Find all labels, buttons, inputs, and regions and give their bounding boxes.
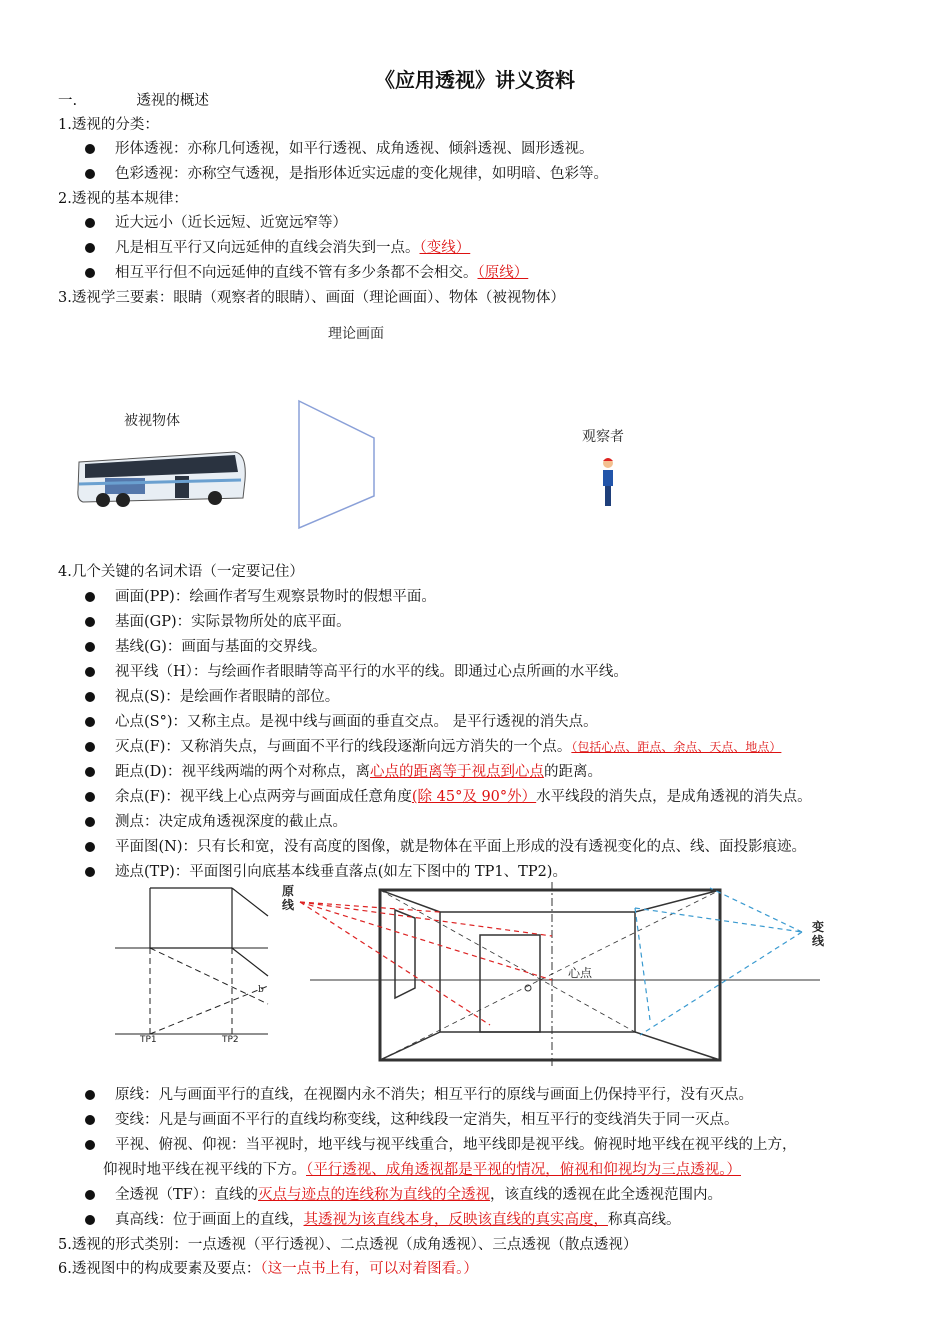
bus-icon — [75, 440, 250, 510]
bullet-icon — [85, 218, 95, 228]
bullet-icon — [85, 817, 95, 827]
bullet-icon — [85, 617, 95, 627]
bullet-icon — [85, 1140, 95, 1150]
changed-line-label: 变线 — [812, 920, 825, 948]
bullet-icon — [85, 867, 95, 877]
observer-label: 观察者 — [582, 429, 624, 445]
bullet-icon — [85, 268, 95, 278]
bullet-icon — [85, 1215, 95, 1225]
bullet-icon — [85, 742, 95, 752]
picture-plane-shape — [298, 400, 378, 530]
bullet-icon — [85, 1115, 95, 1125]
section-number: 一. — [58, 93, 78, 109]
room-perspective-diagram — [280, 880, 840, 1070]
bullet-icon — [85, 1090, 95, 1100]
center-point-label: 心点 — [568, 966, 593, 980]
bullet-icon — [85, 767, 95, 777]
bullet-icon — [85, 642, 95, 652]
subsection-5: 5.透视的形式类别：一点透视（平行透视）、二点透视（成角透视）、三点透视（散点透视） — [58, 1237, 638, 1253]
observer-figure-icon — [600, 456, 616, 508]
bullet-icon — [85, 592, 95, 602]
b-label: b — [258, 985, 264, 995]
page-title: 《应用透视》讲义资料 — [375, 68, 575, 92]
subsection-2: 2.透视的基本规律： — [58, 191, 188, 207]
section-title: 透视的概述 — [136, 93, 209, 109]
subsection-3: 3.透视学三要素：眼睛（观察者的眼睛）、画面（理论画面）、物体（被视物体） — [58, 290, 565, 306]
tp2-label: TP2 — [222, 1035, 239, 1045]
bullet-icon — [85, 717, 95, 727]
subsection-4: 4.几个关键的名词术语（一定要记住） — [58, 564, 304, 580]
original-line-label: 原线 — [282, 884, 295, 912]
object-label: 被视物体 — [124, 413, 180, 429]
bullet-icon — [85, 792, 95, 802]
bullet-icon — [85, 667, 95, 677]
bullet-icon — [85, 243, 95, 253]
bullet-icon — [85, 169, 95, 179]
subsection-6: 6.透视图中的构成要素及要点：（这一点书上有，可以对着图看。） — [58, 1261, 478, 1277]
bullet-icon — [85, 144, 95, 154]
picture-plane-label: 理论画面 — [328, 326, 384, 342]
section-heading — [58, 92, 209, 110]
trace-point-diagram — [110, 886, 275, 1046]
bullet-icon — [85, 842, 95, 852]
bullet-icon — [85, 1190, 95, 1200]
list-item-continuation: 仰视时地平线在视平线的下方。（平行透视、成角透视都是平视的情况，俯视和仰视均为三点透视。） — [103, 1162, 741, 1178]
bullet-icon — [85, 692, 95, 702]
subsection-1: 1.透视的分类： — [58, 117, 159, 133]
tp1-label: TP1 — [140, 1035, 157, 1045]
